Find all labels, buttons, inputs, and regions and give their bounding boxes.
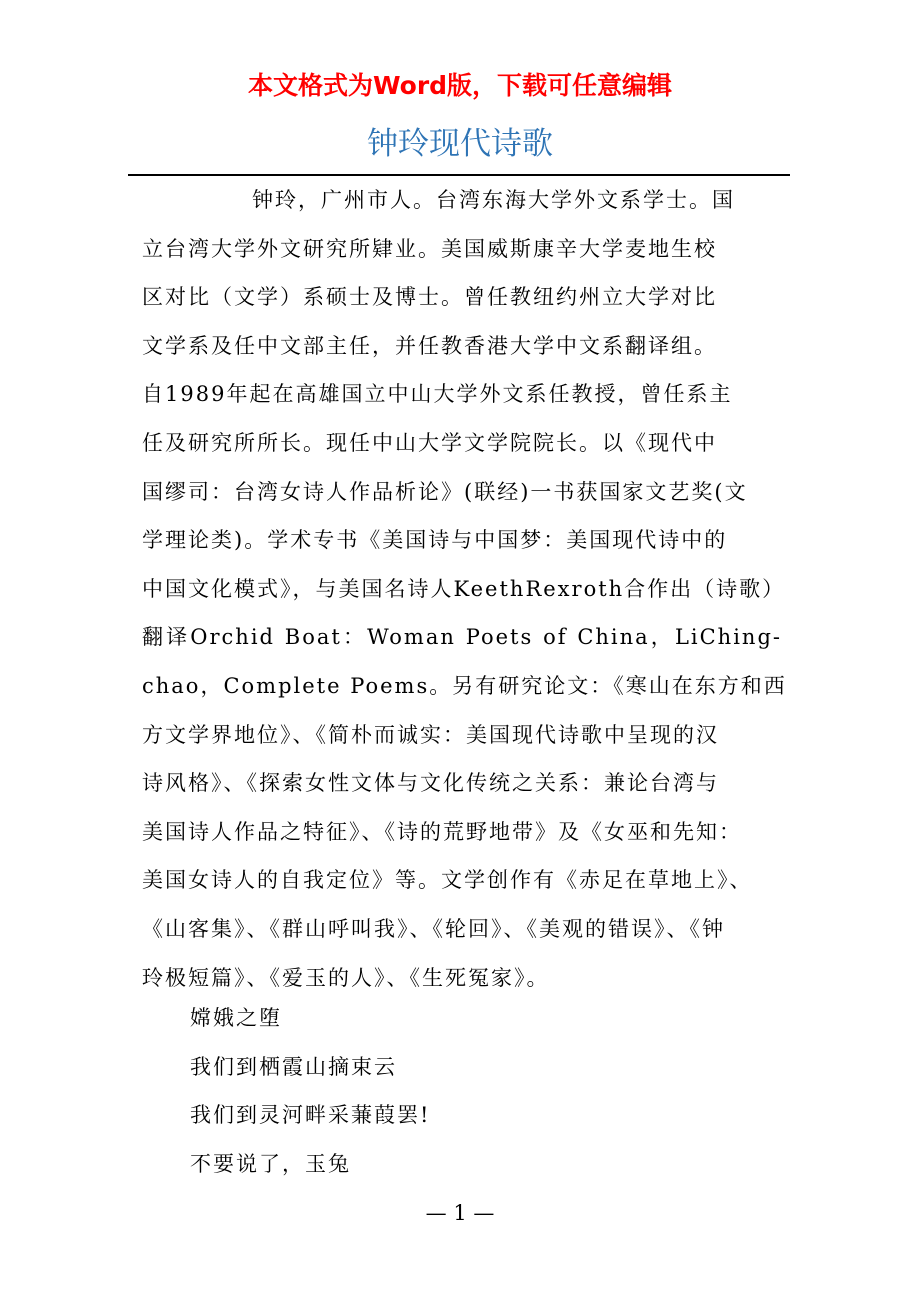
poem (190, 994, 430, 1188)
page-number: — 1 — (425, 1201, 495, 1225)
biography-line: 任及研究所所长。现任中山大学文学院院长。以《现代中 (142, 430, 717, 455)
poem-title: 嫦娥之堕 (190, 1006, 282, 1030)
biography-line: 美国女诗人的自我定位》等。文学创作有《赤足在草地上》、 (142, 868, 753, 893)
biography-line: 诗风格》、《探索女性文体与文化传统之关系：兼论台湾与 (142, 771, 719, 796)
biography-line: 美国诗人作品之特征》、《诗的荒野地带》及《女巫和先知： (142, 819, 742, 844)
biography-line: 自1989年起在高雄国立中山大学外文系任教授，曾任系主 (142, 382, 733, 407)
biography-line: 翻译Orchid Boat：Woman Poets of China，LiChing- (142, 625, 782, 650)
biography-line: 中国文化模式》，与美国名诗人KeethRexroth合作出（诗歌） (142, 576, 786, 601)
biography-line: 区对比（文学）系硕士及博士。曾任教纽约州立大学对比 (142, 285, 717, 310)
biography-paragraph (142, 176, 787, 1002)
poem-line: 不要说了，玉兔 (190, 1151, 351, 1176)
poem-line: 我们到栖霞山摘束云 (190, 1054, 397, 1079)
biography-line: 文学系及任中文部主任，并任教香港大学中文系翻译组。 (142, 333, 717, 358)
biography-line: 立台湾大学外文研究所肄业。美国威斯康辛大学麦地生校 (142, 236, 717, 261)
poem-line: 我们到灵河畔采蒹葭罢! (190, 1103, 431, 1128)
biography-line: 钟玲，广州市人。台湾东海大学外文系学士。国 (252, 188, 735, 212)
document-title: 钟玲现代诗歌 (367, 126, 553, 162)
biography-line: 学理论类)。学术专书《美国诗与中国梦：美国现代诗中的 (142, 528, 728, 553)
biography-line: chao，Complete Poems。另有研究论文：《寒山在东方和西 (142, 673, 787, 698)
biography-line: 玲极短篇》、《爱玉的人》、《生死冤家》。 (142, 965, 550, 990)
biography-line: 方文学界地位》、《简朴而诚实：美国现代诗歌中呈现的汉 (142, 722, 719, 747)
biography-line: 《山客集》、《群山呼叫我》、《轮回》、《美观的错误》、《钟 (142, 916, 725, 941)
biography-line: 国缪司：台湾女诗人作品析论》(联经)一书获国家文艺奖(文 (142, 479, 748, 504)
download-banner: 本文格式为Word版，下载可任意编辑 (247, 71, 673, 100)
